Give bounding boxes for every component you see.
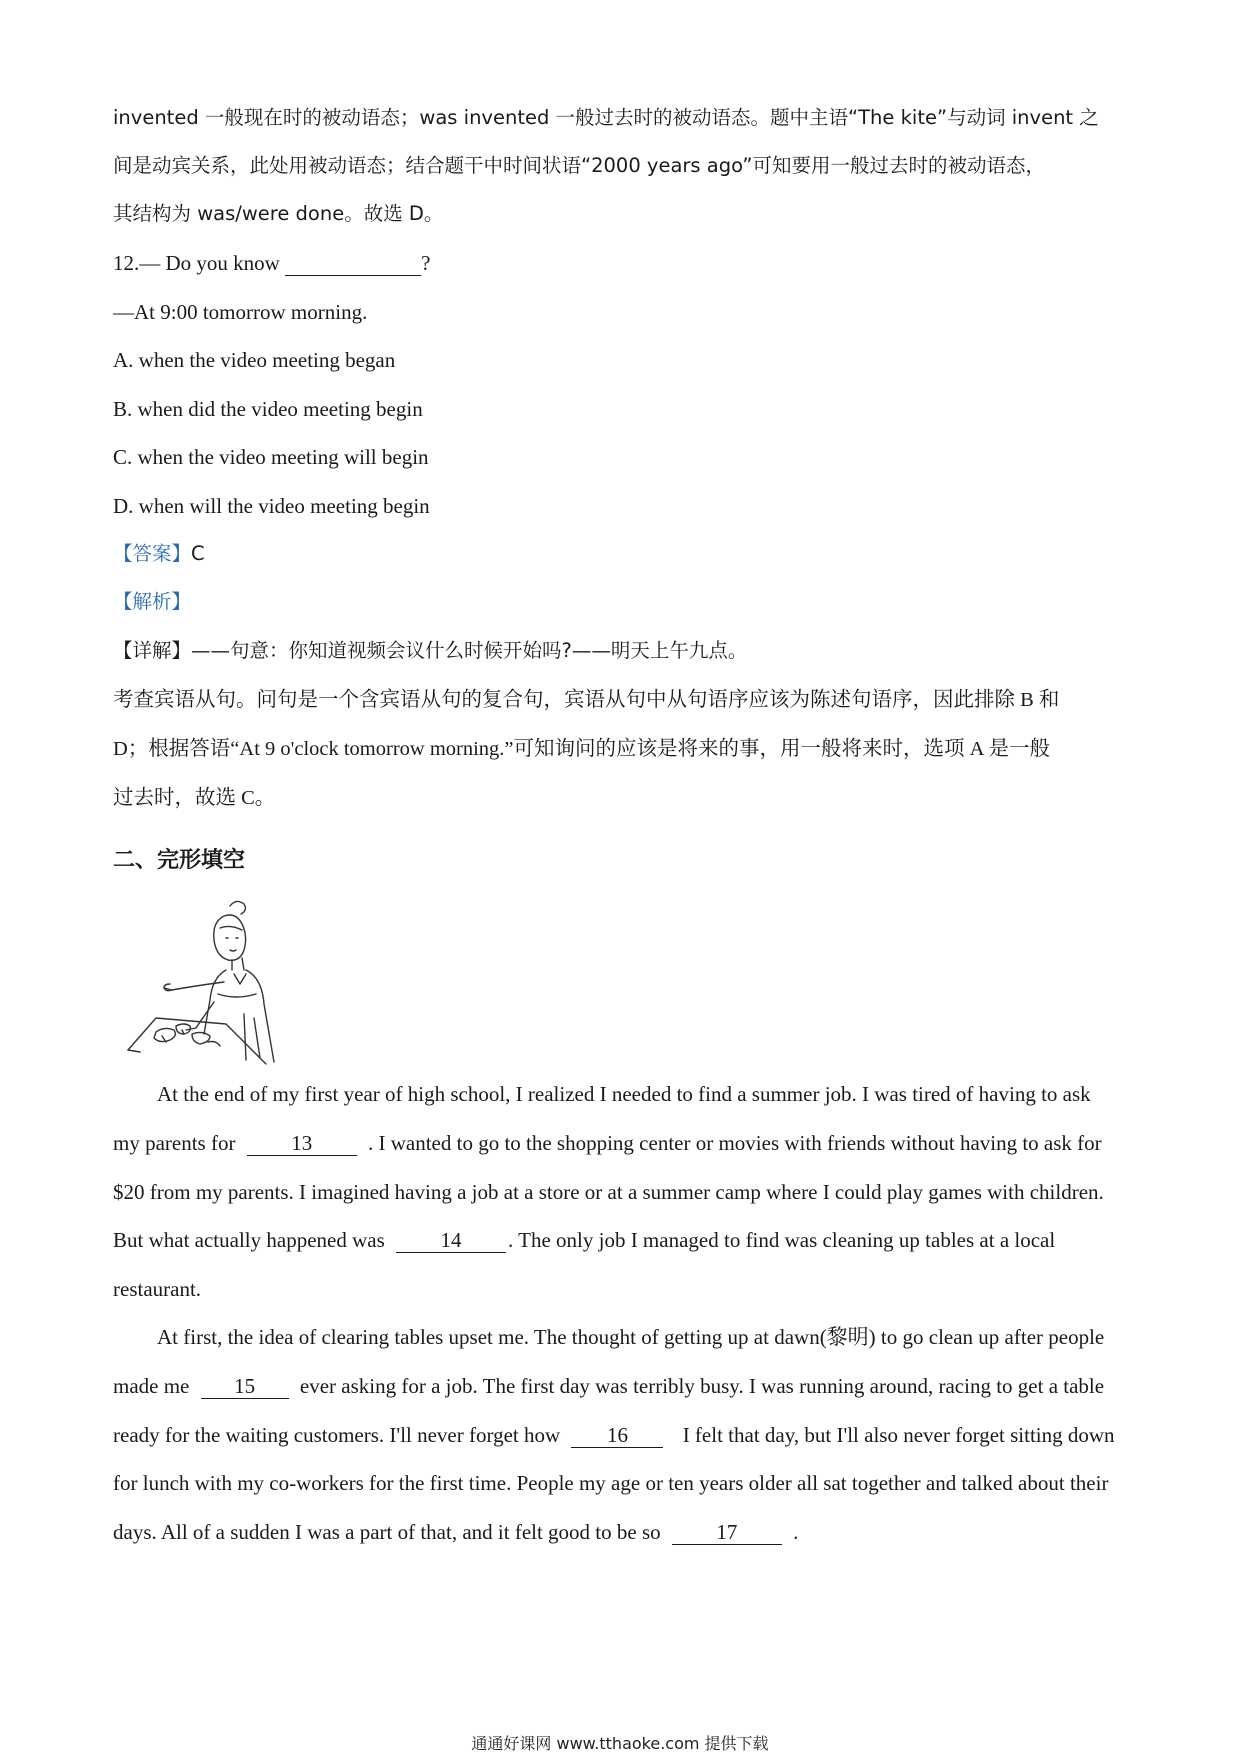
option-b: B. when did the video meeting begin — [113, 397, 423, 421]
p1-row-2-start: my parents for — [113, 1131, 236, 1155]
p1-row-4 — [113, 1226, 1055, 1254]
answer-line — [113, 540, 205, 568]
blank-17[interactable]: 17 — [672, 1520, 782, 1545]
p2-row-4: for lunch with my co-workers for the first time. People my age or ten years older all sat together and talked about their — [113, 1471, 1109, 1495]
p1-row-4-start: But what actually happened was — [113, 1228, 385, 1252]
p2-row-5-start: days. All of a sudden I was a part of that, and it felt good to be so — [113, 1520, 661, 1544]
question-12-reply: —At 9:00 tomorrow morning. — [113, 300, 368, 324]
p2-row-5 — [113, 1518, 798, 1546]
option-a: A. when the video meeting began — [113, 348, 396, 372]
intro-line-3: 其结构为 was/were done。故选 D。 — [113, 202, 444, 225]
question-12-stem — [113, 249, 430, 277]
p2-row-2-end: ever asking for a job. The first day was terribly busy. I was running around, racing to get a table — [299, 1374, 1105, 1398]
answer-value: C — [191, 542, 205, 565]
explain-line-1: 考查宾语从句。问句是一个含宾语从句的复合句，宾语从句中从句语序应该为陈述句语序，因此排除 B 和 — [113, 689, 1060, 711]
p2-row-3-end: I felt that day, but I'll also never forget sitting down — [682, 1423, 1115, 1447]
blank-13[interactable]: 13 — [247, 1131, 357, 1156]
p2-row-5-end: . — [793, 1520, 799, 1544]
detail-line: 【详解】——句意：你知道视频会议什么时候开始吗?——明天上午九点。 — [113, 639, 748, 662]
p2-row-2 — [113, 1372, 1104, 1400]
question-stem-end: ? — [421, 251, 431, 275]
p1-row-2-end: . I wanted to go to the shopping center or movies with friends without having to ask for — [367, 1131, 1102, 1155]
answer-tag: 【答案】 — [113, 542, 192, 565]
option-c: C. when the video meeting will begin — [113, 445, 429, 469]
p2-row-1: At first, the idea of clearing tables upset me. The thought of getting up at dawn(黎明) to go clean up after people — [157, 1325, 1105, 1349]
question-blank — [285, 251, 421, 276]
p1-row-4-end: . The only job I managed to find was cleaning up tables at a local — [508, 1228, 1056, 1252]
p1-row-5: restaurant. — [113, 1277, 202, 1301]
p2-row-3 — [113, 1421, 1115, 1449]
explain-line-3: 过去时，故选 C。 — [113, 787, 276, 809]
p1-row-1: At the end of my first year of high school, I realized I needed to find a summer job. I was tired of having to ask — [157, 1082, 1091, 1106]
question-stem-text: 12.— Do you know — [113, 251, 280, 275]
blank-14[interactable]: 14 — [396, 1228, 506, 1253]
page-footer: 通通好课网 www.tthaoke.com 提供下载 — [471, 1734, 769, 1753]
woman-clearing-table-illustration — [122, 898, 300, 1066]
p2-row-2-start: made me — [113, 1374, 190, 1398]
intro-line-1: invented 一般现在时的被动语态；was invented 一般过去时的被动语态。题中主语“The kite”与动词 invent 之 — [113, 106, 1099, 129]
explain-line-2: D；根据答语“At 9 o'clock tomorrow morning.”可知询问的应该是将来的事，用一般将来时，选项 A 是一般 — [113, 738, 1050, 760]
analysis-tag: 【解析】 — [113, 590, 192, 613]
blank-15[interactable]: 15 — [201, 1374, 289, 1399]
intro-line-2: 间是动宾关系，此处用被动语态；结合题干中时间状语“2000 years ago”可知要用一般过去时的被动语态， — [113, 154, 1045, 177]
blank-16[interactable]: 16 — [571, 1423, 663, 1448]
option-d: D. when will the video meeting begin — [113, 494, 430, 518]
p2-row-3-start: ready for the waiting customers. I'll never forget how — [113, 1423, 561, 1447]
p1-row-2 — [113, 1129, 1102, 1157]
section-heading: 二、完形填空 — [113, 848, 246, 873]
p1-row-3: $20 from my parents. I imagined having a job at a store or at a summer camp where I could play games with children. — [113, 1180, 1104, 1204]
